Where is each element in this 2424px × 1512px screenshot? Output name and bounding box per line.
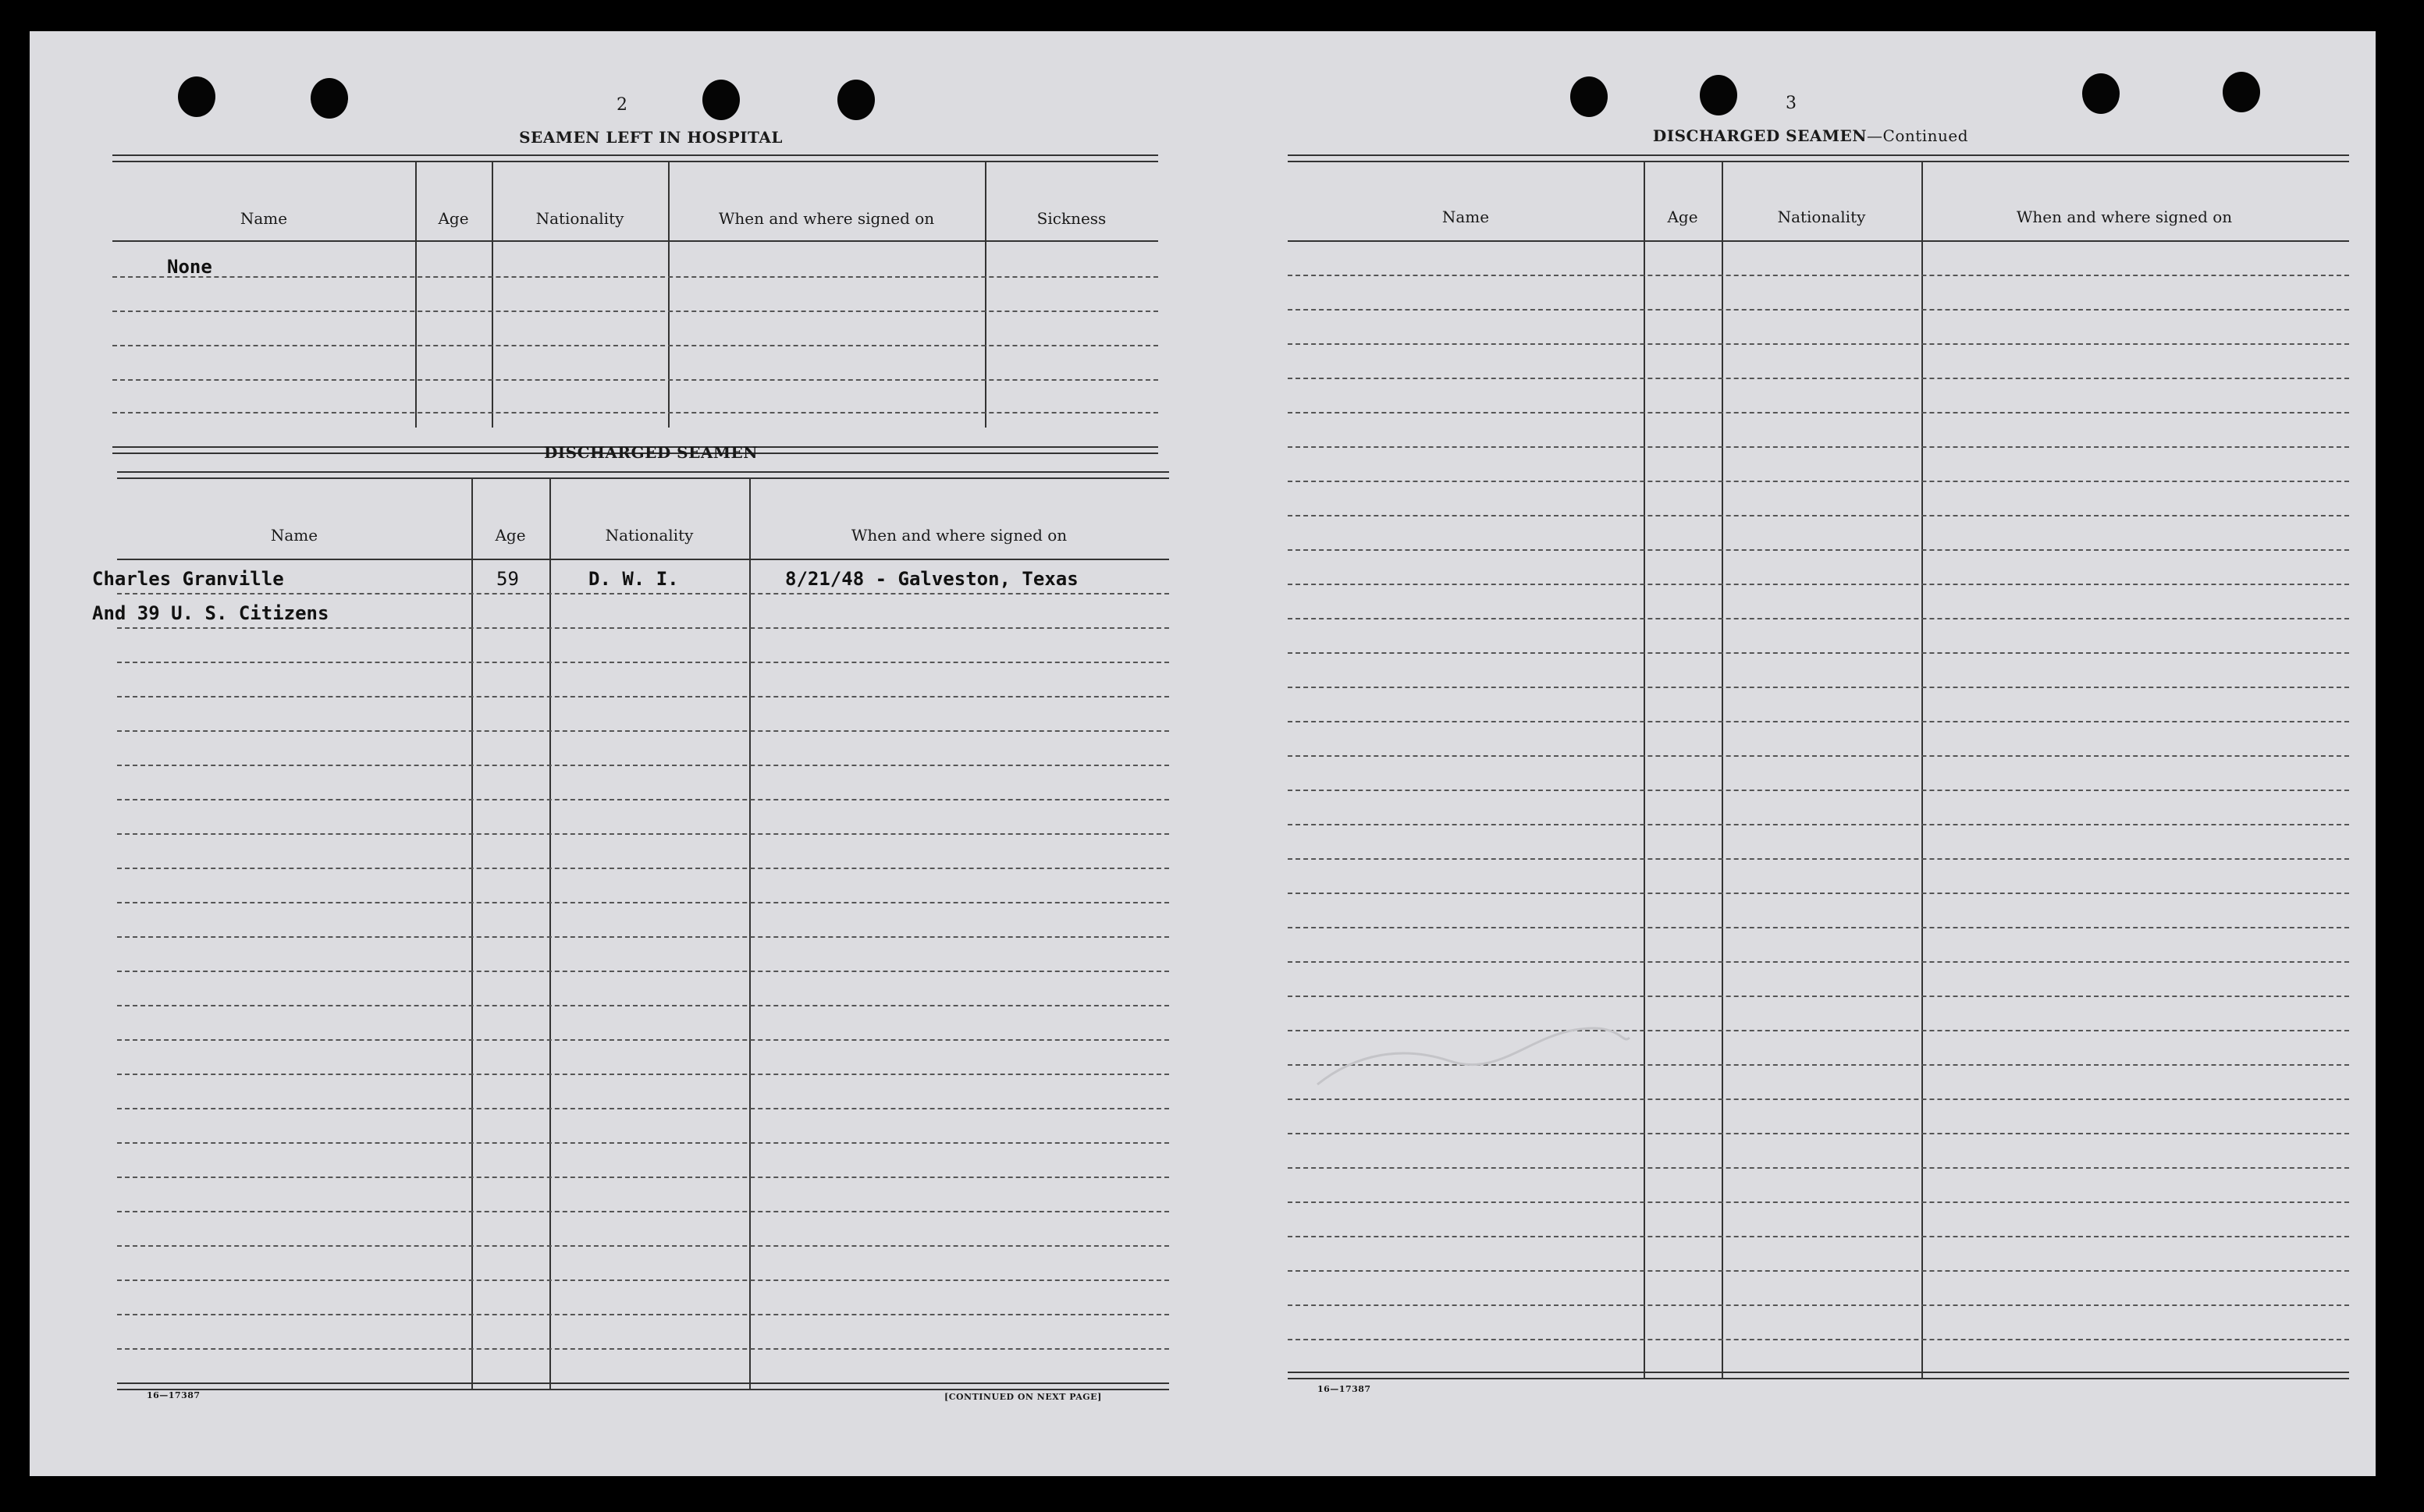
continued-note: [CONTINUED ON NEXT PAGE] <box>944 1392 1102 1402</box>
discharged-title: DISCHARGED SEAMEN <box>543 443 759 462</box>
discharged-row-2-name: And 39 U. S. Citizens <box>92 602 329 624</box>
hospital-title: SEAMEN LEFT IN HOSPITAL <box>519 128 783 147</box>
page-number-right: 3 <box>1786 94 1797 113</box>
discharged-continued-table <box>1288 154 2349 1411</box>
faint-signature <box>1310 1006 1637 1100</box>
hospital-col-age: Age <box>438 209 469 228</box>
discharged-row-1-signed-on: 8/21/48 - Galveston, Texas <box>785 568 1079 590</box>
punch-hole <box>178 76 215 117</box>
discharged-row-1-age: 59 <box>496 568 519 590</box>
continued-col-signed-on: When and where signed on <box>2016 208 2233 226</box>
continued-title-suffix: —Continued <box>1867 126 1969 145</box>
document-sheet <box>30 31 2376 1476</box>
discharged-col-age: Age <box>495 526 526 545</box>
discharged-col-nationality: Nationality <box>605 526 694 545</box>
hospital-col-sickness: Sickness <box>1036 209 1107 228</box>
punch-hole <box>2223 72 2260 112</box>
hospital-row-name: None <box>167 256 212 278</box>
hospital-col-signed-on: When and where signed on <box>718 209 935 228</box>
hospital-table <box>112 154 1158 457</box>
continued-col-age: Age <box>1667 208 1698 226</box>
punch-hole <box>2082 73 2120 114</box>
continued-title-main: DISCHARGED SEAMEN <box>1652 126 1868 145</box>
punch-hole <box>1570 76 1608 117</box>
discharged-row-1-nationality: D. W. I. <box>588 568 679 590</box>
discharged-row-1-name: Charles Granville <box>92 568 284 590</box>
hospital-col-name: Name <box>240 209 288 228</box>
punch-hole <box>311 78 348 119</box>
form-number-right: 16—17387 <box>1317 1384 1371 1394</box>
punch-hole <box>1700 75 1737 115</box>
discharged-col-name: Name <box>270 526 318 545</box>
discharged-col-signed-on: When and where signed on <box>851 526 1068 545</box>
discharged-table <box>92 471 1169 1421</box>
punch-hole <box>702 80 740 120</box>
hospital-col-nationality: Nationality <box>535 209 624 228</box>
form-number-left: 16—17387 <box>147 1390 201 1400</box>
page-number-left: 2 <box>617 95 627 115</box>
punch-hole <box>837 80 875 120</box>
continued-col-nationality: Nationality <box>1777 208 1866 226</box>
continued-col-name: Name <box>1441 208 1490 226</box>
continued-title <box>1288 126 2333 145</box>
